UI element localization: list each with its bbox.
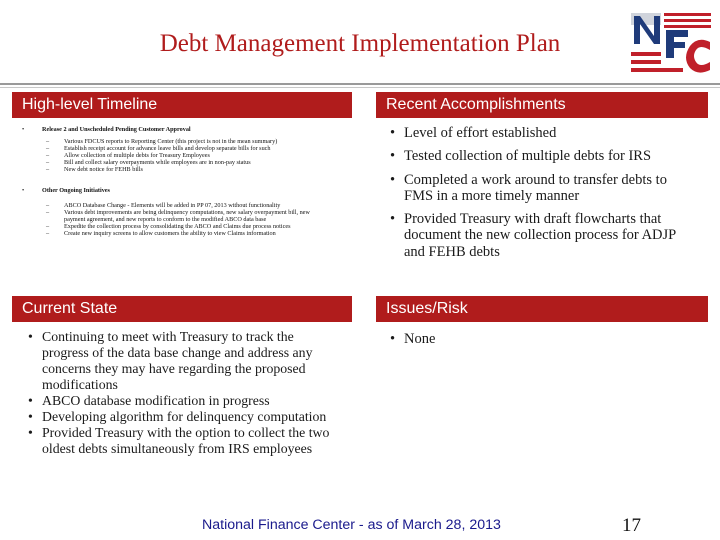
accomplishments-header: Recent Accomplishments	[376, 92, 708, 118]
slide-title: Debt Management Implementation Plan	[159, 30, 561, 57]
list-item: – Bill and collect salary overpayments while employees are in non-pay status	[20, 159, 326, 166]
list-item: • Tested collection of multiple debts for IRS	[388, 148, 694, 164]
list-item: – Various FDCUS reports to Reporting Center (this project is not in the mean summary)	[20, 138, 326, 145]
timeline-header: High-level Timeline	[12, 92, 352, 118]
timeline-section-heading: • Other Ongoing Initiatives	[20, 187, 350, 194]
issues-list	[388, 331, 688, 347]
list-item: – Expedite the collection process by consolidating the ABCO and Claims due process notices	[20, 223, 326, 230]
list-item: • Provided Treasury with the option to collect the two oldest debts simultaneously from IRS employees	[26, 425, 336, 457]
list-item: – Create new inquiry screens to allow customers the ability to view Claims information	[20, 230, 326, 237]
list-item: • Provided Treasury with draft flowcharts that document the new collection process for ADJP and FEHB debts	[388, 211, 694, 260]
title-divider	[0, 83, 720, 85]
title-divider-thin	[0, 87, 720, 88]
footer-text: National Finance Center - as of March 28, 2013	[202, 517, 501, 533]
list-item: • Developing algorithm for delinquency computation	[26, 409, 336, 425]
list-item: – Allow collection of multiple debts for Treasury Employees	[20, 152, 326, 159]
list-item: – New debt notice for FEHB bills	[20, 166, 326, 173]
current-state-header: Current State	[12, 296, 352, 322]
list-item: • Completed a work around to transfer debts to FMS in a more timely manner	[388, 172, 694, 205]
timeline-body	[20, 126, 350, 243]
list-item: • None	[388, 331, 688, 347]
list-item: – Establish receipt account for advance leave bills and develop separate bills for such	[20, 145, 326, 152]
nfc-logo	[628, 10, 714, 80]
timeline-section-heading: • Release 2 and Unscheduled Pending Customer Approval	[20, 126, 350, 133]
list-item: – ABCO Database Change - Elements will be added in PP 07, 2013 without functionality	[20, 202, 326, 209]
list-item: – Various debt improvements are being delinquency computations, new salary overpayment bill, new payment agreement, and new reports to conform to the modified ABCO data base	[20, 209, 326, 223]
list-item: • Level of effort established	[388, 125, 694, 141]
list-item: • Continuing to meet with Treasury to track the progress of the data base change and address any concerns they may have regarding the proposed modifications	[26, 329, 336, 393]
timeline-section-list	[20, 202, 350, 237]
issues-header: Issues/Risk	[376, 296, 708, 322]
timeline-section-list	[20, 138, 350, 173]
page-number: 17	[622, 515, 641, 536]
current-state-list	[26, 329, 336, 457]
list-item: • ABCO database modification in progress	[26, 393, 336, 409]
accomplishments-list	[388, 125, 694, 260]
